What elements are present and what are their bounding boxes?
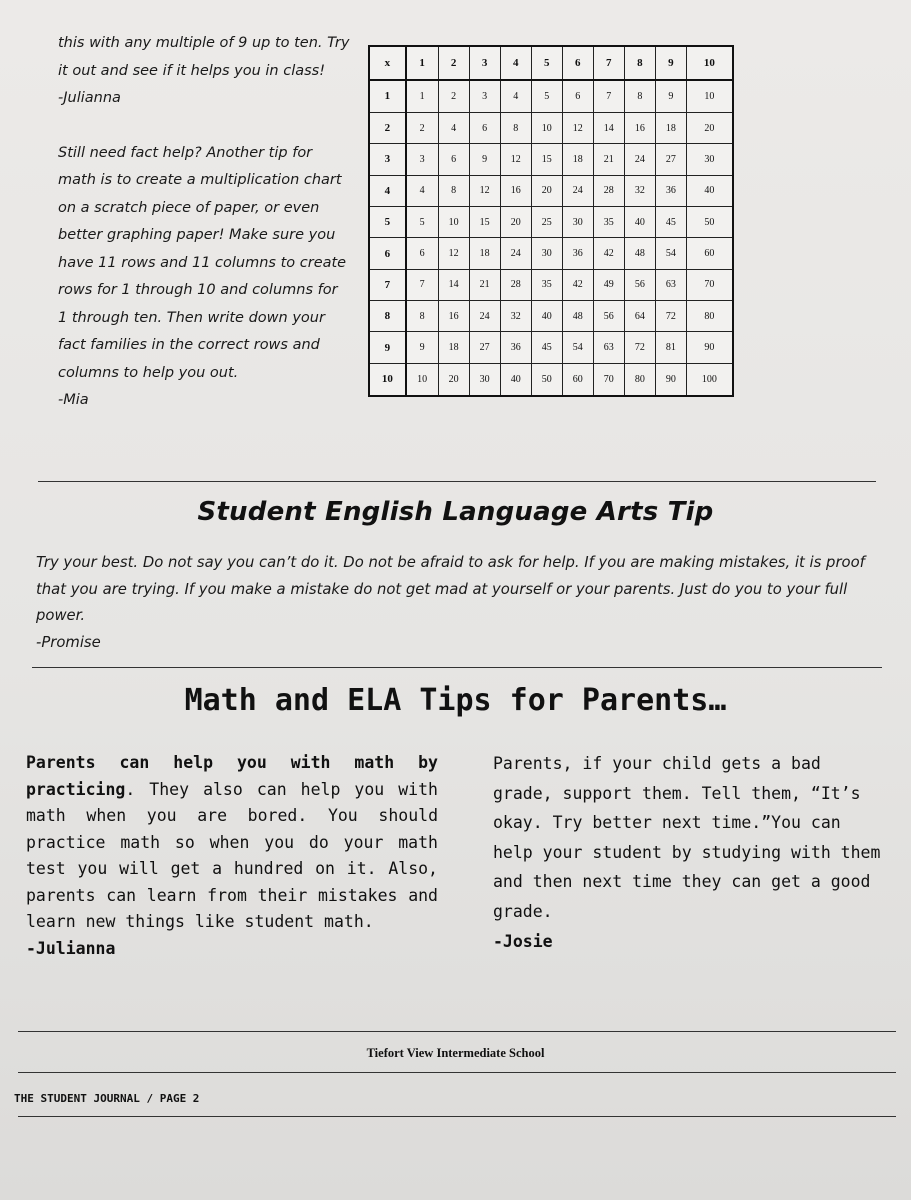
- math-tip-line: this with any multiple of 9 up to ten. Try: [58, 35, 350, 51]
- divider: [18, 1031, 896, 1032]
- chart-cell: 48: [624, 238, 655, 269]
- divider: [18, 1072, 896, 1073]
- journal-page-label: THE STUDENT JOURNAL / PAGE 2: [14, 1092, 200, 1105]
- chart-cell: 32: [624, 175, 655, 206]
- chart-column-header: 9: [655, 46, 686, 80]
- chart-cell: 8: [406, 301, 438, 332]
- chart-cell: 18: [655, 112, 686, 143]
- chart-cell: 8: [624, 80, 655, 113]
- math-tip-line: fact families in the correct rows and: [58, 337, 320, 353]
- math-tip-line: 1 through ten. Then write down your: [58, 309, 325, 326]
- chart-cell: 54: [562, 332, 593, 363]
- chart-cell: 24: [624, 144, 655, 175]
- parents-tip-left-lead: Parents can help you with math by practicing: [26, 753, 438, 799]
- chart-row: [369, 301, 733, 332]
- chart-corner-cell: x: [369, 46, 406, 80]
- chart-column-header: 6: [562, 46, 593, 80]
- math-tip-author-2: -Mia: [58, 392, 89, 408]
- chart-cell: 18: [438, 332, 469, 363]
- chart-cell: 49: [593, 269, 624, 300]
- chart-cell: 16: [500, 175, 531, 206]
- ela-tip-line: that you are trying. If you make a mistake do not get mad at yourself or your parents. Just do you to your full: [36, 580, 848, 598]
- school-name: Tiefort View Intermediate School: [366, 1046, 545, 1060]
- chart-cell: 10: [686, 80, 733, 113]
- chart-cell: 6: [406, 238, 438, 269]
- chart-cell: 63: [655, 269, 686, 300]
- chart-cell: 18: [469, 238, 500, 269]
- chart-cell: 20: [686, 112, 733, 143]
- chart-cell: 18: [562, 144, 593, 175]
- chart-cell: 40: [624, 206, 655, 237]
- chart-cell: 63: [593, 332, 624, 363]
- math-tip-line: have 11 rows and 11 columns to create: [58, 254, 347, 271]
- chart-row: [369, 206, 733, 237]
- chart-cell: 72: [624, 332, 655, 363]
- chart-row: [369, 269, 733, 300]
- ela-tip-author: -Promise: [36, 633, 101, 651]
- chart-cell: 2: [406, 112, 438, 143]
- chart-cell: 20: [531, 175, 562, 206]
- chart-cell: 64: [624, 301, 655, 332]
- ela-tip-title: Student English Language Arts Tip: [197, 497, 714, 527]
- chart-row-header: 2: [369, 112, 406, 143]
- ela-tip-line: power.: [36, 607, 86, 624]
- chart-cell: 42: [562, 269, 593, 300]
- math-tip-line: on a scratch piece of paper, or even: [58, 199, 320, 216]
- chart-row-header: 9: [369, 332, 406, 363]
- chart-row-header: 6: [369, 238, 406, 269]
- divider: [18, 1116, 896, 1117]
- chart-cell: 90: [686, 332, 733, 363]
- chart-cell: 36: [655, 175, 686, 206]
- chart-column-header: 3: [469, 46, 500, 80]
- chart-cell: 70: [593, 363, 624, 396]
- math-tip-line: columns to help you out.: [58, 364, 239, 381]
- ela-tip-body: [36, 550, 876, 656]
- math-tip-line: better graphing paper! Make sure you: [58, 227, 336, 243]
- divider: [38, 481, 876, 482]
- chart-row-header: 8: [369, 301, 406, 332]
- chart-cell: 12: [469, 175, 500, 206]
- chart-cell: 30: [469, 363, 500, 396]
- chart-cell: 50: [686, 206, 733, 237]
- multiplication-chart: [368, 45, 734, 397]
- chart-cell: 10: [438, 206, 469, 237]
- chart-cell: 15: [469, 206, 500, 237]
- chart-cell: 24: [562, 175, 593, 206]
- parents-tip-left-author: -Julianna: [26, 938, 116, 958]
- chart-cell: 72: [655, 301, 686, 332]
- chart-cell: 28: [500, 269, 531, 300]
- chart-cell: 42: [593, 238, 624, 269]
- chart-cell: 3: [406, 144, 438, 175]
- math-tip-author-1: -Julianna: [58, 90, 121, 106]
- chart-cell: 9: [469, 144, 500, 175]
- chart-cell: 6: [469, 112, 500, 143]
- chart-cell: 81: [655, 332, 686, 363]
- chart-cell: 7: [593, 80, 624, 113]
- chart-row-header: 10: [369, 363, 406, 396]
- chart-cell: 12: [562, 112, 593, 143]
- chart-cell: 3: [469, 80, 500, 113]
- chart-cell: 21: [593, 144, 624, 175]
- chart-row: [369, 332, 733, 363]
- chart-row-header: 3: [369, 144, 406, 175]
- chart-row-header: 5: [369, 206, 406, 237]
- parents-tip-left-text: [26, 750, 438, 936]
- chart-cell: 80: [624, 363, 655, 396]
- chart-cell: 24: [500, 238, 531, 269]
- chart-cell: 60: [562, 363, 593, 396]
- chart-row: [369, 112, 733, 143]
- chart-cell: 4: [438, 112, 469, 143]
- chart-cell: 27: [469, 332, 500, 363]
- chart-cell: 30: [686, 144, 733, 175]
- chart-cell: 14: [438, 269, 469, 300]
- chart-cell: 8: [438, 175, 469, 206]
- chart-cell: 36: [562, 238, 593, 269]
- chart-cell: 20: [438, 363, 469, 396]
- chart-cell: 27: [655, 144, 686, 175]
- chart-cell: 40: [531, 301, 562, 332]
- chart-row: [369, 238, 733, 269]
- chart-cell: 56: [624, 269, 655, 300]
- chart-cell: 8: [500, 112, 531, 143]
- chart-header-row: [369, 46, 733, 80]
- chart-column-header: 10: [686, 46, 733, 80]
- chart-row: [369, 144, 733, 175]
- chart-row: [369, 175, 733, 206]
- chart-cell: 35: [593, 206, 624, 237]
- chart-cell: 35: [531, 269, 562, 300]
- chart-row: [369, 363, 733, 396]
- chart-column-header: 2: [438, 46, 469, 80]
- chart-cell: 45: [655, 206, 686, 237]
- chart-cell: 24: [469, 301, 500, 332]
- chart-cell: 10: [406, 363, 438, 396]
- chart-cell: 4: [406, 175, 438, 206]
- math-tip-line: math is to create a multiplication chart: [58, 172, 342, 188]
- chart-column-header: 7: [593, 46, 624, 80]
- chart-cell: 6: [438, 144, 469, 175]
- chart-cell: 1: [406, 80, 438, 113]
- parents-tip-right-author: -Josie: [493, 931, 553, 951]
- math-tip-section: [58, 30, 358, 415]
- chart-row-header: 1: [369, 80, 406, 113]
- chart-row-header: 7: [369, 269, 406, 300]
- chart-cell: 30: [562, 206, 593, 237]
- chart-cell: 32: [500, 301, 531, 332]
- chart-cell: 100: [686, 363, 733, 396]
- chart-column-header: 8: [624, 46, 655, 80]
- chart-cell: 60: [686, 238, 733, 269]
- chart-cell: 70: [686, 269, 733, 300]
- chart-cell: 9: [406, 332, 438, 363]
- chart-cell: 6: [562, 80, 593, 113]
- chart-cell: 15: [531, 144, 562, 175]
- parents-tip-left: [26, 750, 438, 962]
- chart-cell: 25: [531, 206, 562, 237]
- parents-section-title: Math and ELA Tips for Parents…: [184, 683, 727, 718]
- parents-tip-left-body: . They also can help you with math when you are bored. You should practice math so when you do your math test you will get a hundred on it. Also, parents can learn from their mistakes and learn new things like student math.: [26, 779, 438, 931]
- chart-cell: 90: [655, 363, 686, 396]
- chart-cell: 54: [655, 238, 686, 269]
- chart-cell: 50: [531, 363, 562, 396]
- chart-cell: 40: [500, 363, 531, 396]
- chart-cell: 5: [406, 206, 438, 237]
- chart-column-header: 4: [500, 46, 531, 80]
- chart-cell: 30: [531, 238, 562, 269]
- chart-row: [369, 80, 733, 113]
- chart-cell: 21: [469, 269, 500, 300]
- math-tip-line: Still need fact help? Another tip for: [58, 144, 313, 161]
- chart-cell: 28: [593, 175, 624, 206]
- chart-cell: 7: [406, 269, 438, 300]
- chart-cell: 56: [593, 301, 624, 332]
- chart-cell: 80: [686, 301, 733, 332]
- chart-cell: 14: [593, 112, 624, 143]
- chart-cell: 36: [500, 332, 531, 363]
- parents-tip-right: [493, 749, 888, 956]
- chart-cell: 5: [531, 80, 562, 113]
- math-tip-line: it out and see if it helps you in class!: [58, 62, 326, 79]
- chart-cell: 12: [500, 144, 531, 175]
- chart-column-header: 1: [406, 46, 438, 80]
- math-tip-line: rows for 1 through 10 and columns for: [58, 282, 338, 298]
- spacer: [58, 113, 358, 140]
- divider: [32, 667, 882, 668]
- chart-cell: 16: [624, 112, 655, 143]
- ela-tip-line: Try your best. Do not say you can’t do it. Do not be afraid to ask for help. If you are making mistakes, it is proof: [36, 554, 865, 571]
- chart-cell: 12: [438, 238, 469, 269]
- chart-column-header: 5: [531, 46, 562, 80]
- chart-cell: 9: [655, 80, 686, 113]
- chart-cell: 2: [438, 80, 469, 113]
- chart-cell: 16: [438, 301, 469, 332]
- chart-row-header: 4: [369, 175, 406, 206]
- chart-cell: 45: [531, 332, 562, 363]
- chart-cell: 40: [686, 175, 733, 206]
- chart-cell: 4: [500, 80, 531, 113]
- chart-cell: 20: [500, 206, 531, 237]
- chart-cell: 10: [531, 112, 562, 143]
- parents-tip-right-body: Parents, if your child gets a bad grade, support them. Tell them, “It’s okay. Try better next time.”You can help your student by studying with them and then next time they can get a good grade.: [493, 754, 881, 921]
- chart-cell: 48: [562, 301, 593, 332]
